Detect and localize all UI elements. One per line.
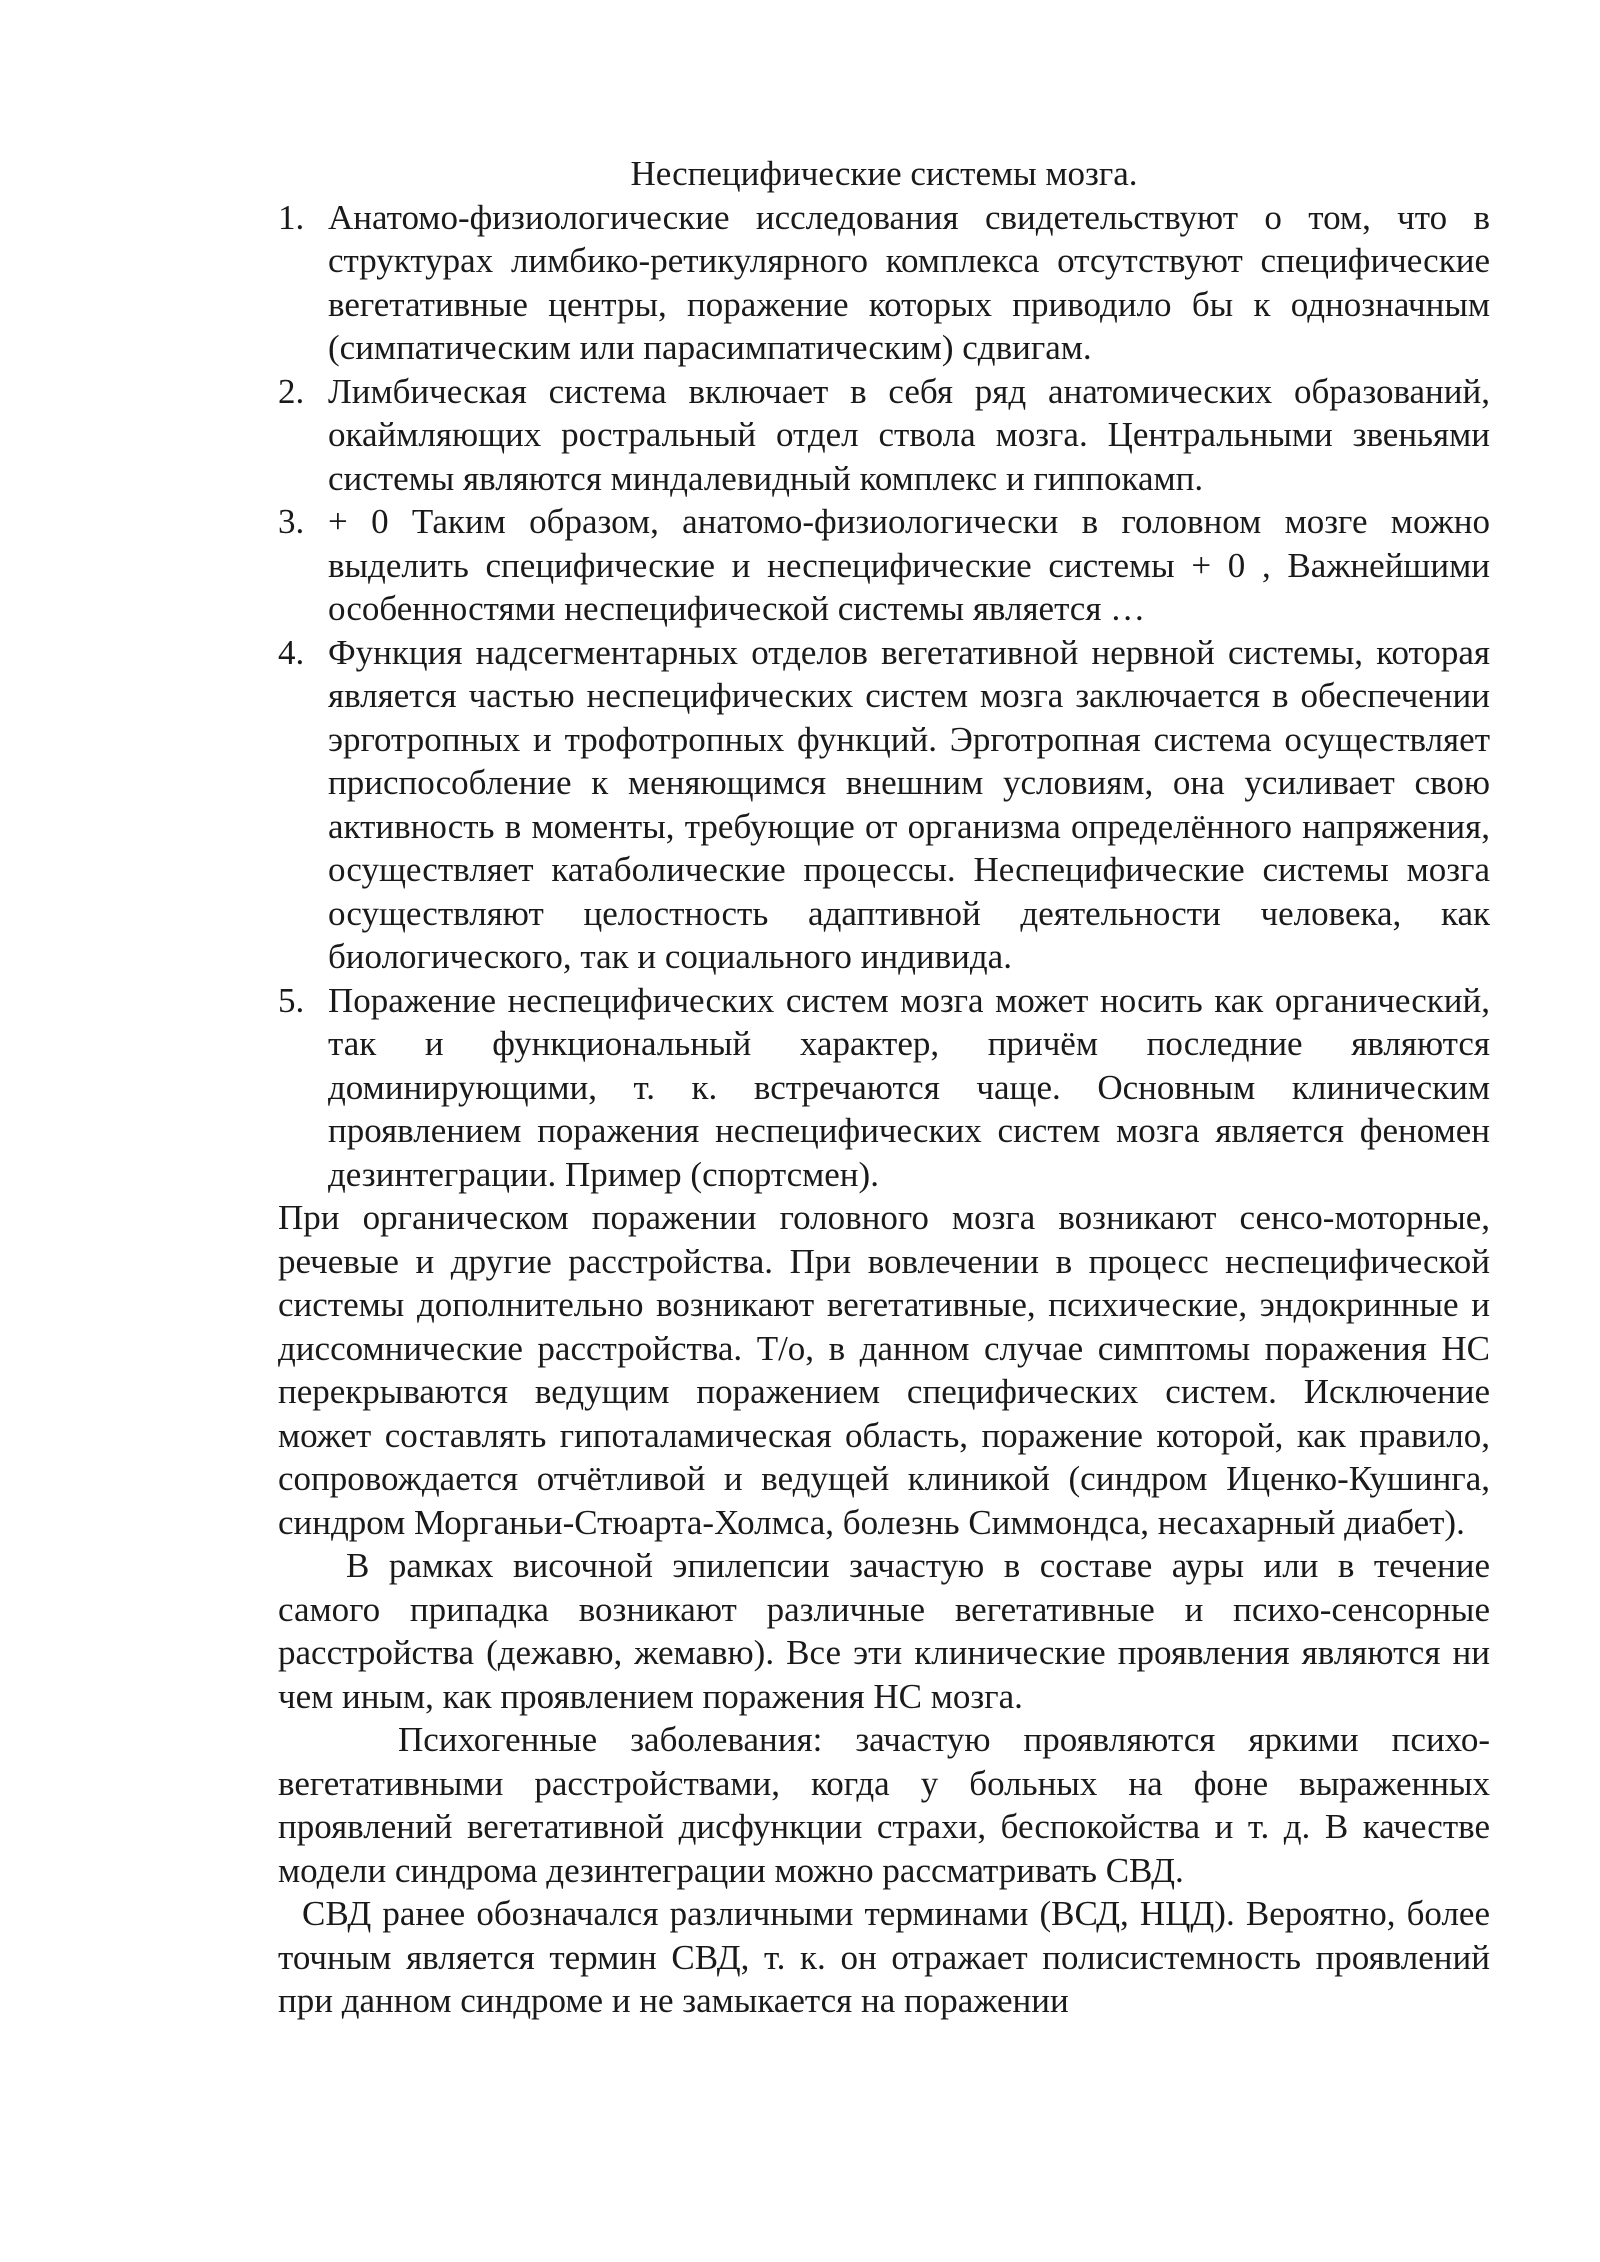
list-item xyxy=(278,500,1490,631)
list-item-number: 3. xyxy=(278,502,305,541)
paragraph-temporal-epilepsy: В рамках височной эпилепсии зачастую в составе ауры или в течение самого припадка возникают различные вегетативные и психо-сенсорные расстройства (дежавю, жемавю). Все эти клинические проявления являются ни чем иным, как проявлением поражения НС мозга. xyxy=(278,1546,1490,1716)
list-item-text: Функция надсегментарных отделов вегетативной нервной системы, которая является частью неспецифических систем мозга заключается в обеспечении эрготропных и трофотропных функций. Эрготропная система осуществляет приспособление к меняющимся внешним условиям, она усиливает свою активность в моменты, требующие от организма определённого напряжения, осуществляет катаболические процессы. Неспецифические системы мозга осуществляют целостность адаптивной деятельности человека, как биологического, так и социального индивида. xyxy=(328,632,1490,976)
list-item xyxy=(278,370,1490,501)
list-item xyxy=(278,631,1490,979)
list-item xyxy=(278,979,1490,1197)
document-title: Неспецифические системы мозга. xyxy=(630,154,1138,193)
paragraph-psychogenic-diseases: Психогенные заболевания: зачастую проявляются яркими психо-вегетативными расстройствами, когда у больных на фоне выраженных проявлений вегетативной дисфункции страхи, беспокойства и т. д. В качестве модели синдрома дезинтеграции можно рассматривать СВД. xyxy=(278,1720,1490,1890)
document-body xyxy=(278,152,1490,2023)
list-item-number: 2. xyxy=(278,371,305,411)
list-item-number: 4. xyxy=(278,632,305,672)
numbered-list xyxy=(278,196,1490,1197)
paragraph-svd: СВД ранее обозначался различными терминами (ВСД, НЦД). Вероятно, более точным является термин СВД, т. к. он отражает полисистемность проявлений при данном синдроме и не замыкается на поражении xyxy=(278,1894,1490,2020)
list-item-text: + 0 Таким образом, анатомо-физиологически в головном мозге можно выделить специфические и неспецифические системы + 0 , Важнейшими особенностями неспецифической системы является … xyxy=(328,502,1490,628)
list-item-number: 5. xyxy=(278,980,305,1020)
list-item-number: 1. xyxy=(278,197,305,237)
list-item-text: Поражение неспецифических систем мозга может носить как органический, так и функциональный характер, причём последние являются доминирующими, т. к. встречаются чаще. Основным клиническим проявлением поражения неспецифических систем мозга является феномен дезинтеграции. Пример (спортсмен). xyxy=(328,980,1490,1194)
list-item-text: Анатомо-физиологические исследования свидетельствуют о том, что в структурах лимбико-ретикулярного комплекса отсутствуют специфические вегетативные центры, поражение которых приводило бы к однозначным (симпатическим или парасимпатическим) сдвигам. xyxy=(328,197,1490,367)
list-item-text: Лимбическая система включает в себя ряд анатомических образований, окаймляющих ростральный отдел ствола мозга. Центральными звеньями системы являются миндалевидный комплекс и гиппокамп. xyxy=(328,371,1490,498)
list-item xyxy=(278,196,1490,370)
paragraph-organic-lesion: При органическом поражении головного мозга возникают сенсо-моторные, речевые и другие расстройства. При вовлечении в процесс неспецифической системы дополнительно возникают вегетативные, психические, эндокринные и диссомнические расстройства. Т/о, в данном случае симптомы поражения НС перекрываются ведущим поражением специфических систем. Исключение может составлять гипоталамическая область, поражение которой, как правило, сопровождается отчётливой и ведущей клиникой (синдром Иценко-Кушинга, синдром Морганьи-Стюарта-Холмса, болезнь Симмондса, несахарный диабет). xyxy=(278,1198,1490,1542)
